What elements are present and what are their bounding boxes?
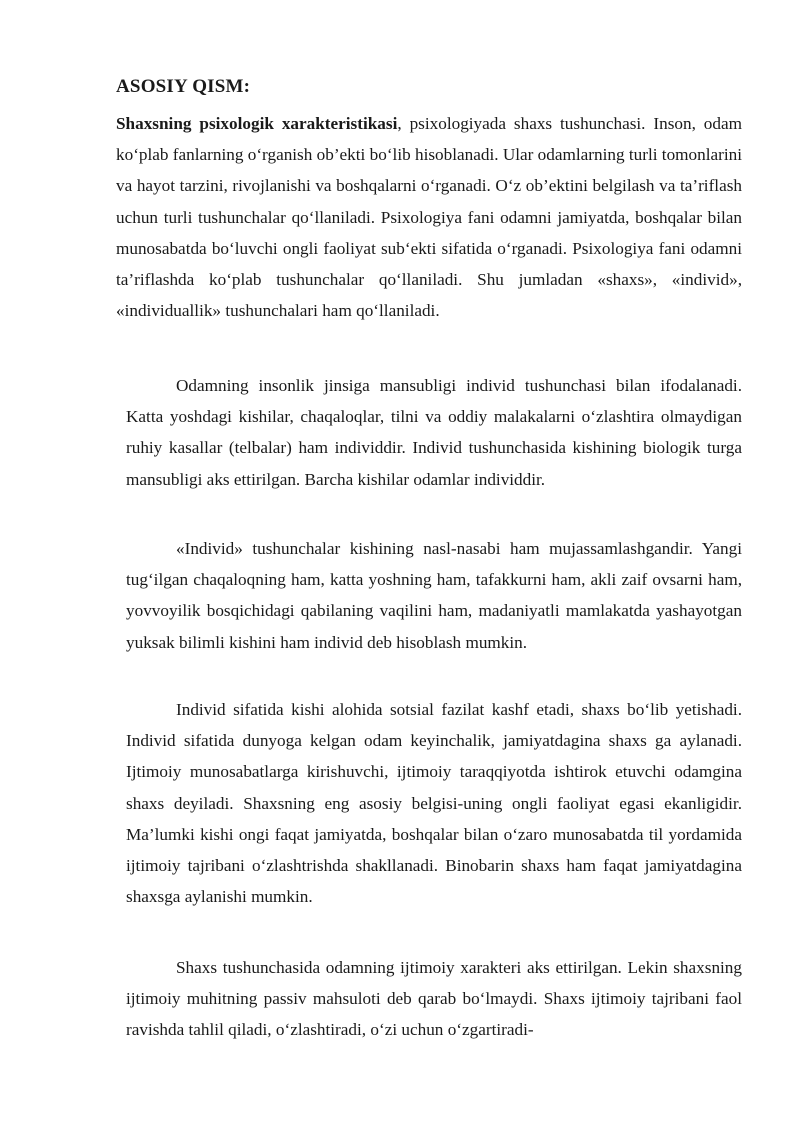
paragraph-intro xyxy=(116,108,742,326)
paragraph-shaxs-social: Shaxs tushunchasida odamning ijtimoiy xarakteri aks ettirilgan. Lekin shaxsning ijtimoiy muhitning passiv mahsuloti deb qarab bo‘lmaydi. Shaxs ijtimoiy tajribani faol ravishda tahlil qiladi, o‘zlashtiradi, o‘zi uchun o‘zgartiradi- xyxy=(126,958,742,1040)
paragraph-individ-definition: Odamning insonlik jinsiga mansubligi individ tushunchasi bilan ifodalanadi. Katta yoshdagi kishilar, chaqaloqlar, tilni va oddiy malakalarni o‘zlashtira olmaydigan ruhiy kasallar (telbalar) ham individdir. Individ tushunchasida kishining biologik turga mansubligi aks ettirilgan. Barcha kishilar odamlar individdir. xyxy=(126,376,742,489)
bold-term: Shaxsning psixologik xarakteristikasi xyxy=(116,114,398,133)
paragraph-intro-text: , psixologiyada shaxs tushunchasi. Inson, odam ko‘plab fanlarning o‘rganish ob’ekti bo‘lib hisoblanadi. Ular odamlarning turli tomonlarini va hayot tarzini, rivojlanishi va boshqalarni o‘rganadi. O‘z ob’ektini belgilash va ta’riflash uchun turli tushunchalar qo‘llaniladi. Psixologiya fani odamni jamiyatda, boshqalar bilan munosabatda bo‘luvchi ongli faoliyat sub‘ekti sifatida o‘rganadi. Psixologiya fani odamni ta’riflashda ko‘plab tushunchalar qo‘llaniladi. Shu jumladan «shaxs», «individ», «individuallik» tushunchalari ham qo‘llaniladi. xyxy=(116,114,742,321)
paragraph-individ-concept: «Individ» tushunchalar kishining nasl-nasabi ham mujassamlashgandir. Yangi tug‘ilgan chaqaloqning ham, katta yoshning ham, tafakkurni ham, akli zaif ovsarni ham, yovvoyilik bosqichidagi qabilaning vaqilini ham, madaniyatli mamlakatda yashayotgan yuksak bilimli kishini ham individ deb hisoblash mumkin. xyxy=(126,539,742,652)
section-heading: ASOSIY QISM: xyxy=(116,76,251,97)
paragraph-shaxs-formation: Individ sifatida kishi alohida sotsial fazilat kashf etadi, shaxs bo‘lib yetishadi. Individ sifatida dunyoga kelgan odam keyinchalik, jamiyatdagina shaxs ga aylanadi. Ijtimoiy munosabatlarga kirishuvchi, ijtimoiy taraqqiyotda ishtirok etuvchi odamgina shaxs deyiladi. Shaxsning eng asosiy belgisi-uning ongli faoliyat egasi ekanligidir. Ma’lumki kishi ongi faqat jamiyatda, boshqalar bilan o‘zaro munosabatda til yordamida ijtimoiy tajribani o‘zlashtrishda shakllanadi. Binobarin shaxs ham faqat jamiyatdagina shaxsga aylanishi mumkin. xyxy=(126,700,742,907)
